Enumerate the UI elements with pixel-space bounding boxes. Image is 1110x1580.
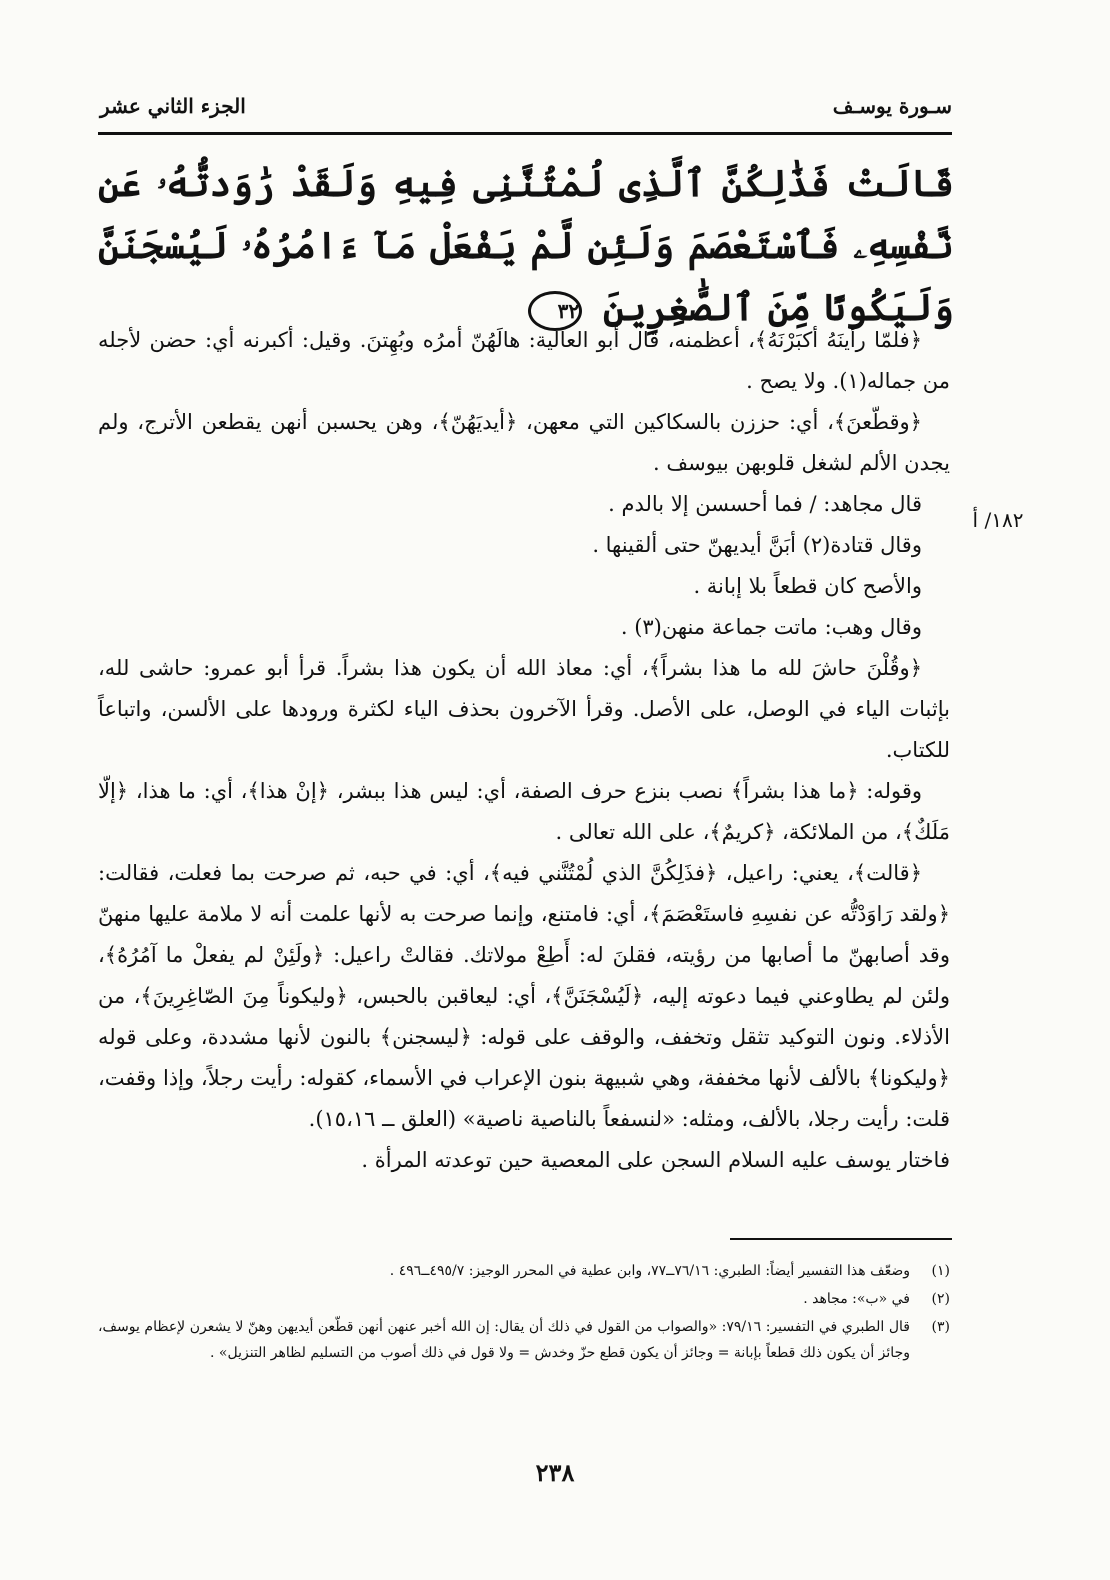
page-number: ٢٣٨ <box>535 1458 575 1487</box>
paragraph: ﴿قالت﴾، يعني: راعيل، ﴿فذَلِكُنَّ الذي لُمْتُنَّني فيه﴾، أي: في حبه، ثم صرحت بما فعلت، فقالت: ﴿ولقد رَاوَدْتُّه عن نفسِهِ فاستَعْصَمَ﴾، أي: فامتنع، وإنما صرحت به لأنها علمت أنه لا ملامة عليها منهنّ وقد أصابهنّ ما أصابها من رؤيته، فقلنَ له: أَطِعْ مولاتك. فقالتْ راعيل: ﴿ولَئِنْ لم يفعلْ ما آمُرُهُ﴾، ولئن لم يطاوعني فيما دعوته إليه، ﴿لَيُسْجَنَنَّ﴾، أي: ليعاقبن بالحبس، ﴿وليكوناً مِنَ الصّاغِرِينَ﴾، من الأذلاء. ونون التوكيد تثقل وتخفف، والوقف على قوله: ﴿ليسجنن﴾ بالنون لأنها مشددة، وعلى قوله ﴿وليكونا﴾ بالألف لأنها مخففة، وهي شبيهة بنون الإعراب في الأسماء، كقوله: رأيت رجلاً، وإذا وقفت، قلت: رأيت رجلا، بالألف، ومثله: «لنسفعاً بالناصية ناصية» (العلق ــ ١٥،١٦). <box>98 861 950 1131</box>
commentary-text <box>98 320 950 1181</box>
footnote-text: في «ب»: مجاهد . <box>803 1291 910 1307</box>
footnote-number: (٢) <box>931 1291 950 1307</box>
running-header <box>100 88 952 118</box>
paragraph: فاختار يوسف عليه السلام السجن على المعصية حين توعدته المرأة . <box>361 1148 950 1172</box>
paragraph: ﴿وقطّعنَ﴾، أي: حززن بالسكاكين التي معهن، ﴿أيديَهُنّ﴾، وهن يحسبن أنهن يقطعن الأترج، ولم يجدن الألم لشغل قلوبهن بيوسف . <box>98 410 950 475</box>
ayah-number: ٣٢ <box>528 291 582 331</box>
footnote <box>98 1286 950 1312</box>
paragraph: قال مجاهد: / فما أحسسن إلا بالدم . <box>608 492 922 516</box>
header-rule <box>98 132 952 135</box>
footnotes <box>98 1258 950 1368</box>
surah-title: سـورة يوسـف <box>832 94 952 118</box>
footnote-text: قال الطبري في التفسير: ٧٩/١٦: «والصواب من القول في ذلك أن يقال: إن الله أخبر عنهن أنهن قطّعن أيديهن وهنّ لا يشعرن لإعظام يوسف، وجائز أن يكون ذلك قطعاً بإبانة = وجائز أن يكون قطع حزّ وخدش = ولا قول في ذلك أصوب من التسليم لظاهر التنزيل» . <box>98 1319 910 1361</box>
paragraph: وقال قتادة(٢) أبَنَّ أيديهنّ حتى ألقينها . <box>592 533 922 557</box>
footnote-number: (٣) <box>931 1319 950 1335</box>
juz-title: الجزء الثاني عشر <box>100 94 246 118</box>
paragraph: ﴿وقُلْنَ حاشَ لله ما هذا بشراً﴾، أي: معاذ الله أن يكون هذا بشراً. قرأ أبو عمرو: حاشى لله، بإثبات الياء في الوصل، على الأصل. وقرأ الآخرون بحذف الياء لكثرة ورودها على الألسن، واتباعاً للكتاب. <box>98 656 950 762</box>
footnote-number: (١) <box>931 1263 950 1279</box>
paragraph: والأصح كان قطعاً بلا إبانة . <box>693 574 922 598</box>
manuscript-folio-ref: ١٨٢/ أ <box>972 508 1024 532</box>
quran-text: قَالَتْ فَذَٰلِكُنَّ ٱلَّذِى لُمْتُنَّنِى فِيهِ وَلَقَدْ رَٰوَدتُّهُۥ عَن نَّفْسِهِۦ فَٱسْتَعْصَمَ وَلَئِن لَّمْ يَفْعَلْ مَآ ءَامُرُهُۥ لَيُسْجَنَنَّ وَلَيَكُونًا مِّنَ ٱلصَّٰغِرِينَ <box>98 161 954 329</box>
paragraph: وقوله: ﴿ما هذا بشراً﴾ نصب بنزع حرف الصفة، أي: ليس هذا ببشر، ﴿إنْ هذا﴾، أي: ما هذا، ﴿إلّا مَلَكٌ﴾، من الملائكة، ﴿كريمٌ﴾، على الله تعالى . <box>98 779 950 844</box>
footnote-rule <box>730 1238 952 1240</box>
footnote <box>98 1314 950 1366</box>
paragraph: وقال وهب: ماتت جماعة منهن(٣) . <box>620 615 922 639</box>
footnote <box>98 1258 950 1284</box>
quran-verse <box>98 152 954 338</box>
footnote-text: وضعّف هذا التفسير أيضاً: الطبري: ٧٦/١٦ــ٧٧، وابن عطية في المحرر الوجيز: ٤٩٥/٧ــ٤٩٦ . <box>389 1263 910 1279</box>
paragraph: ﴿فلمّا رأينَهُ أكبَرْنَهُ﴾، أعظمنه، قال أبو العالية: هالَهُنّ أمرُه وبُهِتنَ. وقيل: أكبرنه أي: حضن لأجله من جماله(١). ولا يصح . <box>98 328 950 393</box>
